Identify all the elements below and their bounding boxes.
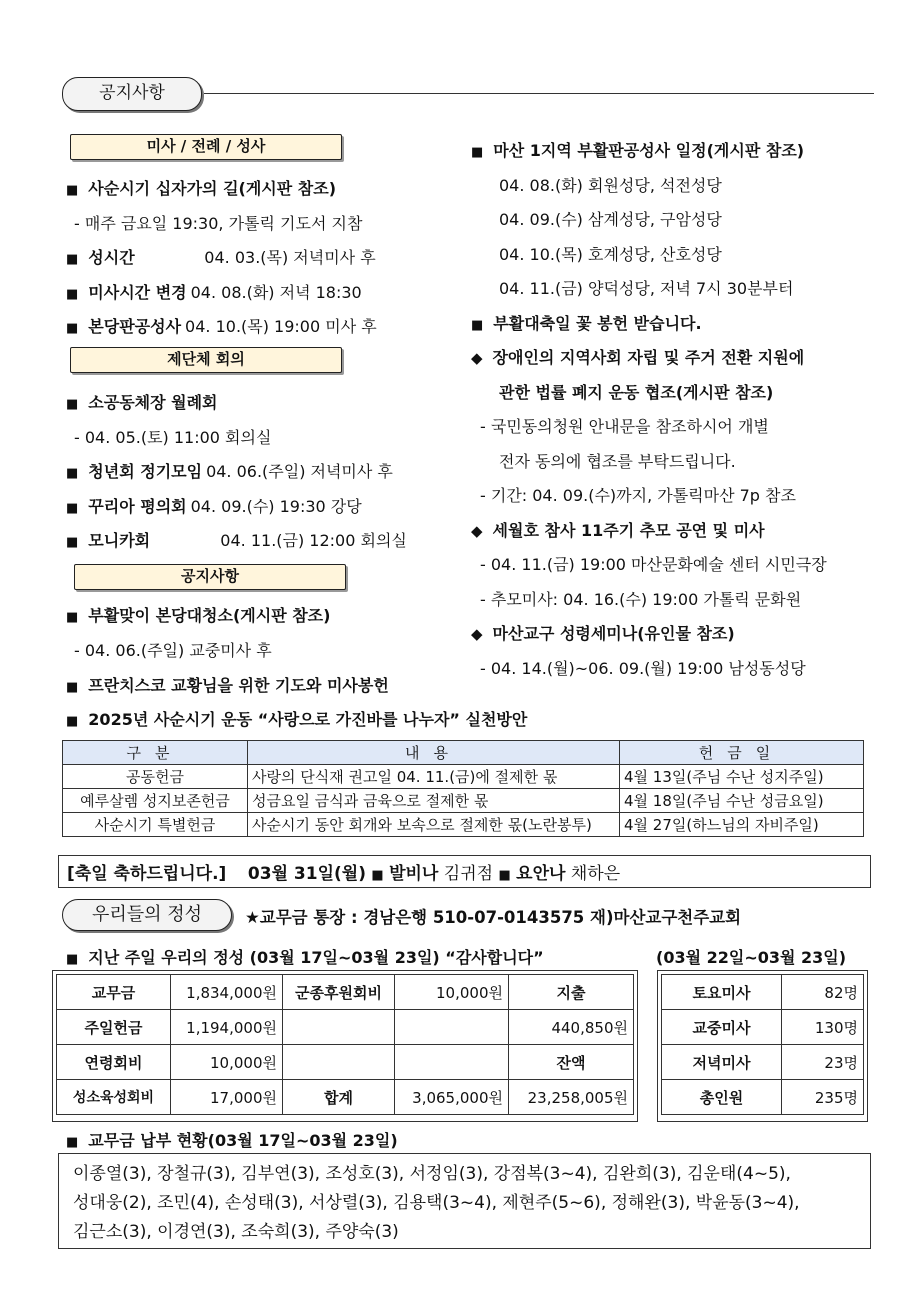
table-cell: 교중미사 [662,1010,782,1045]
table-cell: 교무금 [57,975,171,1010]
table-row [63,765,864,789]
square-bullet-icon: ■ [66,321,79,336]
list-item [471,311,702,334]
table-cell: 지출 [509,975,634,1010]
table-cell [395,1045,509,1080]
list-item [499,242,722,265]
header-rule [204,93,874,94]
list-item [74,211,362,234]
list-item [66,245,376,268]
congrats-box [58,855,871,888]
list-item [66,673,389,696]
list-item [499,276,793,299]
table-cell [283,1045,395,1080]
list-item [471,138,804,161]
list-item-detail: 04. 10.(목) 19:00 미사 후 [185,317,377,336]
table-cell: 연령회비 [57,1045,171,1080]
donors-line: 김근소(3), 이경연(3), 조숙희(3), 주양숙(3) [73,1222,399,1242]
list-item-text: 04. 08.(화) 회원성당, 석전성당 [499,175,722,195]
donors-line: 성대웅(2), 조민(4), 손성태(3), 서상렬(3), 김용택(3~4), 제현주(5~6), 정해완(3), 박윤동(3~4), [73,1193,800,1213]
lent-header-cell: 구분 [63,741,248,765]
list-item-dash: - 국민동의청원 안내문을 참조하시어 개별 [480,417,769,436]
attendance-table [661,974,864,1115]
table-row [57,1010,634,1045]
table-cell: 사순시기 특별헌금 [63,813,248,837]
list-item [499,173,722,196]
list-item [480,552,827,575]
list-item-detail: 04. 08.(화) 저녁 18:30 [190,282,362,302]
table-cell: 23명 [782,1045,864,1080]
table-cell: 사순시기 동안 회개와 보속으로 절제한 몫(노란봉투) [248,813,620,837]
table-cell: 성금요일 금식과 금육으로 절제한 몫 [248,789,620,813]
list-item [66,390,218,413]
table-cell: 10,000원 [395,975,509,1010]
list-item [66,314,377,337]
table-cell: 17,000원 [171,1080,283,1115]
table-cell: 토요미사 [662,975,782,1010]
table-cell: 82명 [782,975,864,1010]
list-item [66,280,362,303]
table-row [63,789,864,813]
section-label-notices: 공지사항 [74,564,346,590]
offering-account: ★교무금 통장 : 경남은행 510-07-0143575 재)마산교구천주교회 [245,908,742,927]
donors-line: 이종열(3), 장철규(3), 김부연(3), 조성호(3), 서정임(3), 강점복(3~4), 김완희(3), 김운태(4~5), [73,1164,791,1184]
list-item-dash: - 추모미사: 04. 16.(수) 19:00 가톨릭 문화원 [480,589,802,609]
table-cell: 성소육성회비 [57,1080,171,1115]
table-cell: 공동헌금 [63,765,248,789]
list-item-detail: 04. 03.(목) 저녁미사 후 [204,248,376,267]
list-item [499,207,722,230]
table-cell: 1,834,000원 [171,975,283,1010]
list-item-dash: - 04. 05.(토) 11:00 회의실 [74,427,272,447]
list-item [471,518,765,541]
diamond-bullet-icon: ◆ [471,625,483,643]
lent-header-cell: 내용 [248,741,620,765]
square-bullet-icon: ■ [66,680,79,695]
list-item-dash: - 04. 11.(금) 19:00 마산문화예술 센터 시민극장 [480,555,827,574]
list-item [66,459,393,482]
list-item-detail: 04. 06.(주일) 저녁미사 후 [206,462,393,481]
list-item [66,603,330,626]
table-cell: 총인원 [662,1080,782,1115]
table-row [57,975,634,1010]
table-row [57,1080,634,1115]
list-item-title: 미사시간 변경 [88,282,187,302]
square-bullet-icon: ■ [66,610,79,625]
table-cell: 저녁미사 [662,1045,782,1080]
table-cell: 4월 18일(주님 수난 성금요일) [620,789,864,813]
section-label-liturgy: 미사 / 전례 / 성사 [70,134,342,160]
list-item-title: 청년회 정기모임 [88,462,203,481]
list-item-dash: - 04. 06.(주일) 교중미사 후 [74,641,272,660]
table-row [57,1045,634,1080]
table-row [63,813,864,837]
square-bullet-icon: ■ [66,397,79,412]
square-bullet-icon: ■ [471,145,484,160]
list-item-title: 소공동체장 월례회 [88,393,218,412]
congrats-saint-2: 요안나 [516,864,566,884]
lent-title [66,707,527,730]
list-item-title: 부활맞이 본당대청소(게시판 참조) [88,606,331,625]
table-cell: 예루살렘 성지보존헌금 [63,789,248,813]
list-item-title: 장애인의 지역사회 자립 및 주거 전환 지원에 [492,348,805,367]
section-label-meetings: 제단체 회의 [70,347,342,373]
list-item [66,176,336,199]
square-bullet-icon: ■ [66,183,79,198]
offering-section-title: 우리들의 정성 [62,899,232,931]
table-cell: 235명 [782,1080,864,1115]
square-bullet-icon: ■ [66,535,79,550]
table-cell: 440,850원 [509,1010,634,1045]
table-cell: 4월 13일(주님 수난 성지주일) [620,765,864,789]
table-cell: 130명 [782,1010,864,1045]
square-bullet-icon: ■ [66,1135,79,1150]
list-item [66,494,362,517]
list-item [74,638,272,661]
diamond-bullet-icon: ◆ [471,521,483,540]
table-cell: 주일헌금 [57,1010,171,1045]
table-cell: 사랑의 단식재 권고일 04. 11.(금)에 절제한 몫 [248,765,620,789]
header-title: 공지사항 [62,77,202,111]
congrats-name-2: 채하은 [570,864,621,884]
congrats-name-1: 김귀점 [443,864,494,884]
list-item-text: 04. 11.(금) 양덕성당, 저녁 7시 30분부터 [499,279,794,298]
offering-title [66,945,544,968]
list-item [471,621,735,644]
table-row [662,975,864,1010]
offering-table [56,974,634,1115]
congrats-date: 03월 31일(월) [247,864,366,884]
table-cell: 1,194,000원 [171,1010,283,1045]
square-bullet-icon: ■ [66,466,79,481]
list-item [471,345,804,368]
donors-title [66,1128,398,1151]
list-item [499,380,773,403]
table-cell: 합계 [283,1080,395,1115]
table-row [662,1045,864,1080]
table-cell [395,1010,509,1045]
list-item-text: 04. 10.(목) 호계성당, 산호성당 [499,244,722,264]
list-item-text: 관한 법률 폐지 운동 협조(게시판 참조) [499,382,774,402]
table-cell: 10,000원 [171,1045,283,1080]
list-item-title: 꾸리아 평의회 [88,496,187,516]
square-bullet-icon: ■ [66,286,79,302]
congrats-title: [축일 축하드립니다.] [67,864,227,884]
diamond-bullet-icon: ◆ [471,349,483,367]
lent-table [62,740,864,837]
list-item-title: 사순시기 십자가의 길(게시판 참조) [88,179,337,198]
table-cell: 3,065,000원 [395,1080,509,1115]
table-cell: 군종후원회비 [283,975,395,1010]
list-item-title: 마산교구 성령세미나(유인물 참조) [492,624,735,643]
list-item [74,425,271,448]
list-item [480,414,769,437]
square-bullet-icon: ■ [66,252,79,267]
list-item-dash: - 기간: 04. 09.(수)까지, 가톨릭마산 7p 참조 [480,486,796,505]
donors-title-text: 교무금 납부 현황(03월 17일~03월 23일) [88,1131,398,1150]
list-item-title: 부활대축일 꽃 봉헌 받습니다. [493,313,702,333]
offering-title-text: 지난 주일 우리의 정성 (03월 17일~03월 23일) “감사합니다” [88,948,544,967]
list-item [499,449,736,472]
list-item-title: 프란치스코 교황님을 위한 기도와 미사봉헌 [88,676,389,695]
list-item-title: 세월호 참사 11주기 추모 공연 및 미사 [492,520,765,540]
congrats-saint-1: 발비나 [389,864,439,884]
list-item-text: 04. 09.(수) 삼계성당, 구암성당 [499,210,722,229]
square-bullet-icon: ■ [498,868,511,883]
lent-table-header [63,741,864,765]
list-item [480,483,796,506]
table-row [662,1080,864,1115]
list-item-dash: - 04. 14.(월)~06. 09.(월) 19:00 남성동성당 [480,658,806,678]
list-item-title: 마산 1지역 부활판공성사 일정(게시판 참조) [493,141,805,160]
list-item-text: 전자 동의에 협조를 부탁드립니다. [499,451,736,471]
table-cell: 잔액 [509,1045,634,1080]
attendance-title: (03월 22일~03월 23일) [656,948,847,967]
list-item-title: 성시간 [88,248,135,267]
square-bullet-icon: ■ [66,952,79,967]
list-item-detail: 04. 11.(금) 12:00 회의실 [220,531,407,550]
square-bullet-icon: ■ [471,317,484,333]
table-cell: 23,258,005원 [509,1080,634,1115]
table-cell [283,1010,395,1045]
table-cell: 4월 27일(하느님의 자비주일) [620,813,864,837]
list-item [480,587,801,610]
table-row [662,1010,864,1045]
list-item [480,656,806,679]
list-item-title: 본당판공성사 [88,317,182,336]
donors-box [58,1153,871,1249]
lent-title-text: 2025년 사순시기 운동 “사랑으로 가진바를 나누자” 실천방안 [88,710,528,729]
lent-header-cell: 헌금일 [620,741,864,765]
list-item-title: 모니카회 [88,531,151,550]
list-item-dash: - 매주 금요일 19:30, 가톨릭 기도서 지참 [74,213,363,233]
list-item [66,528,407,551]
list-item-detail: 04. 09.(수) 19:30 강당 [190,496,362,516]
square-bullet-icon: ■ [371,868,384,883]
square-bullet-icon: ■ [66,714,79,729]
square-bullet-icon: ■ [66,500,79,516]
